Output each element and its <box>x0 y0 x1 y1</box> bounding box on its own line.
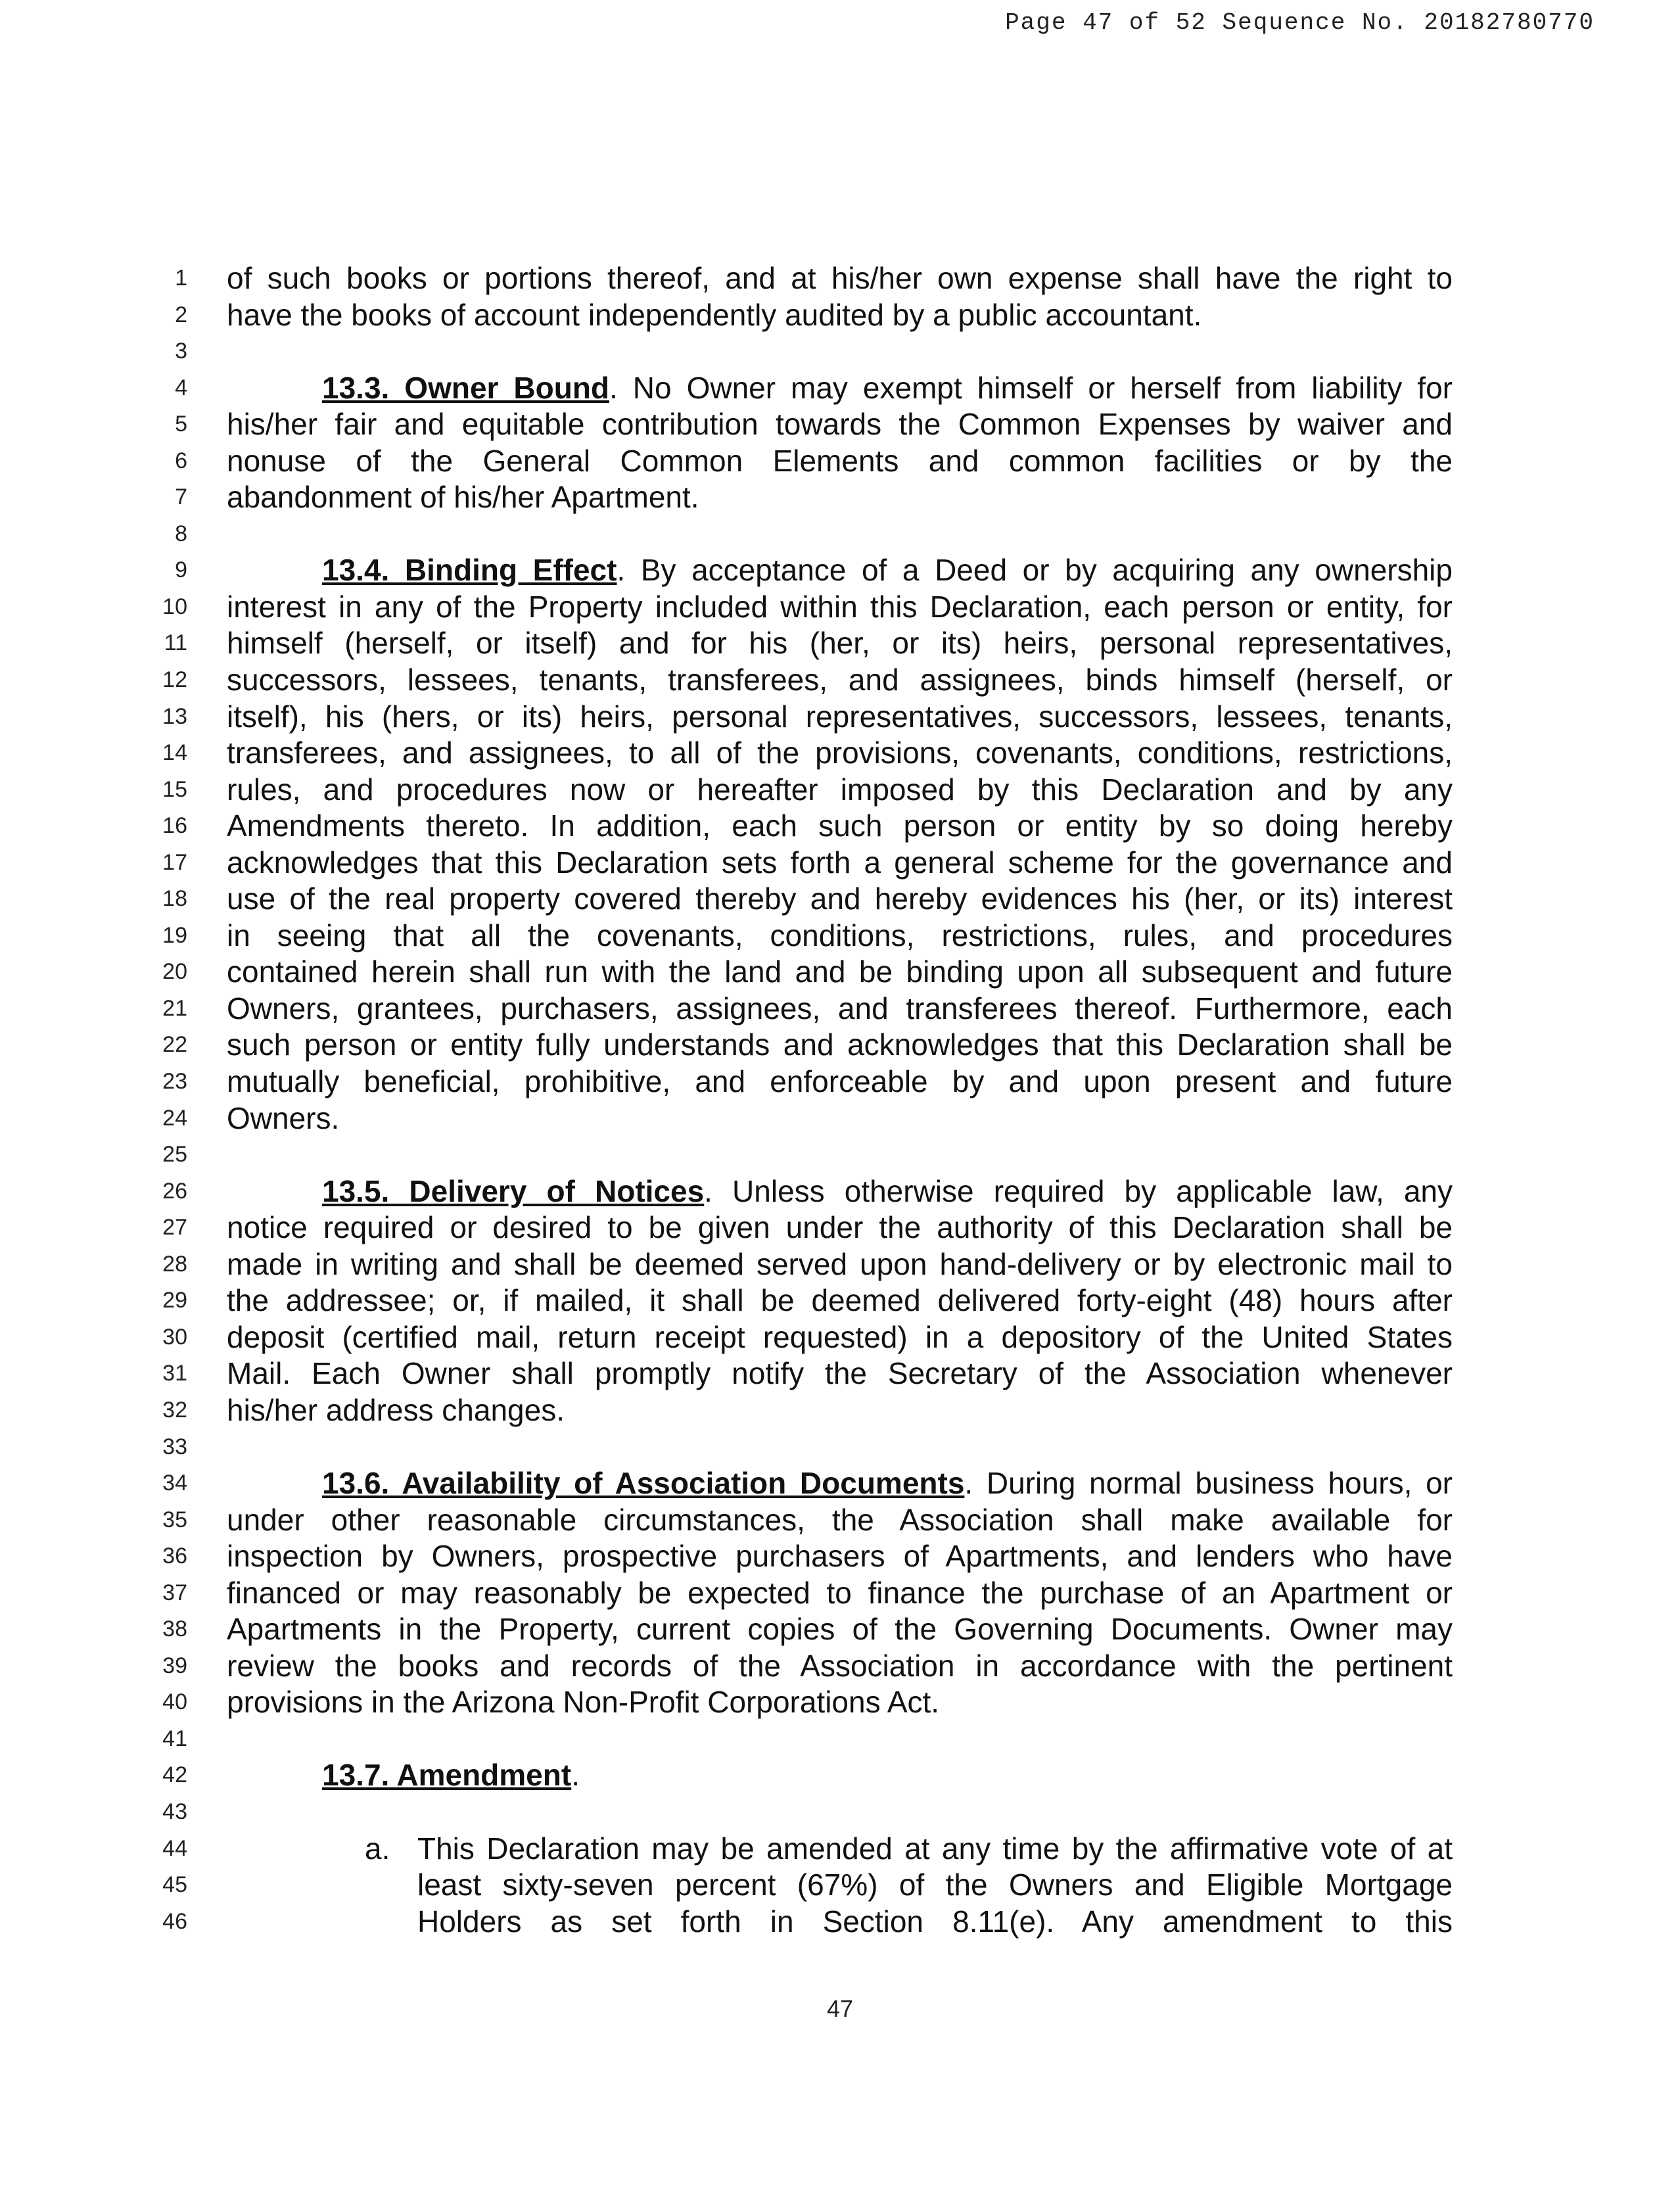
text-line: such person or entity fully understands and acknowledges that this Declaration shall be <box>227 1027 1453 1062</box>
text-line: under other reasonable circumstances, the Association shall make available for <box>227 1502 1453 1537</box>
line-numbers <box>135 260 187 1940</box>
line-number: 28 <box>162 1251 187 1277</box>
text-line: successors, lessees, tenants, transferees, and assignees, binds himself (herself, or <box>227 663 1453 697</box>
text-line: Holders as set forth in Section 8.11(e). Any amendment to this <box>417 1904 1453 1939</box>
line-number: 22 <box>162 1032 187 1058</box>
line-number: 2 <box>175 302 187 327</box>
line-number: 16 <box>162 813 187 839</box>
blank-line <box>227 1429 1453 1466</box>
text-line: Apartments in the Property, current copies of the Governing Documents. Owner may <box>227 1612 1453 1647</box>
line-number: 37 <box>162 1580 187 1605</box>
text-line: Owners. <box>227 1100 340 1135</box>
line-number: 24 <box>162 1105 187 1131</box>
line-number: 4 <box>175 375 187 400</box>
line-number: 39 <box>162 1653 187 1678</box>
line-number: 25 <box>162 1142 187 1167</box>
line-number: 13 <box>162 703 187 729</box>
line-number: 6 <box>175 448 187 473</box>
line-number: 19 <box>162 922 187 948</box>
line-number: 34 <box>162 1471 187 1496</box>
text-line: inspection by Owners, prospective purchasers of Apartments, and lenders who have <box>227 1539 1453 1574</box>
text-line: contained herein shall run with the land and be binding upon all subsequent and future <box>227 954 1453 989</box>
text-line: rules, and procedures now or hereafter imposed by this Declaration and by any <box>227 772 1453 807</box>
line-number: 20 <box>162 959 187 985</box>
line-number: 23 <box>162 1069 187 1095</box>
section-13-6: 13.6. Availability of Association Documents. During normal business hours, or <box>322 1466 1453 1501</box>
line-number: 45 <box>162 1872 187 1898</box>
text-line: of such books or portions thereof, and at his/her own expense shall have the right to <box>227 261 1453 295</box>
text-line: notice required or desired to be given under the authority of this Declaration shall be <box>227 1210 1453 1245</box>
text-line: his/her fair and equitable contribution towards the Common Expenses by waiver and <box>227 407 1453 442</box>
page-header: Page 47 of 52 Sequence No. 20182780770 <box>1005 9 1595 36</box>
text-line: have the books of account independently audited by a public accountant. <box>227 297 1202 332</box>
text-line: Amendments thereto. In addition, each such person or entity by so doing hereby <box>227 809 1453 843</box>
text-line: himself (herself, or itself) and for his (her, or its) heirs, personal representatives, <box>227 626 1453 661</box>
text-line: least sixty-seven percent (67%) of the Owners and Eligible Mortgage <box>417 1868 1453 1902</box>
text-line: use of the real property covered thereby and hereby evidences his (her, or its) interest <box>227 882 1453 916</box>
text-line: itself), his (hers, or its) heirs, personal representatives, successors, lessees, tenants, <box>227 699 1453 734</box>
text-line: transferees, and assignees, to all of the provisions, covenants, conditions, restrictions, <box>227 736 1453 770</box>
section-13-4: 13.4. Binding Effect. By acceptance of a Deed or by acquiring any ownership <box>322 553 1453 588</box>
blank-line <box>227 516 1453 553</box>
line-number: 44 <box>162 1835 187 1861</box>
line-number: 10 <box>162 594 187 619</box>
section-heading: 13.3. Owner Bound <box>322 370 610 405</box>
text-line: Owners, grantees, purchasers, assignees, and transferees thereof. Furthermore, each <box>227 991 1453 1025</box>
section-13-7: 13.7. Amendment. <box>322 1758 580 1793</box>
line-number: 31 <box>162 1361 187 1386</box>
line-number: 9 <box>175 557 187 583</box>
section-13-5: 13.5. Delivery of Notices. Unless otherwise required by applicable law, any <box>322 1173 1453 1208</box>
blank-line <box>227 333 1453 370</box>
section-heading: 13.4. Binding Effect <box>322 553 617 588</box>
line-number: 8 <box>175 521 187 546</box>
text-line: mutually beneficial, prohibitive, and enforceable by and upon present and future <box>227 1064 1453 1099</box>
text-line: in seeing that all the covenants, conditions, restrictions, rules, and procedures <box>227 918 1453 953</box>
line-number: 46 <box>162 1908 187 1934</box>
list-item-a: a. This Declaration may be amended at any time by the affirmative vote of at <box>365 1831 1453 1866</box>
line-number: 7 <box>175 484 187 510</box>
section-heading: 13.7. Amendment <box>322 1758 572 1793</box>
line-number: 27 <box>162 1215 187 1240</box>
page-number: 47 <box>826 1995 854 2022</box>
line-number: 3 <box>175 339 187 364</box>
line-number: 14 <box>162 740 187 766</box>
text-line: interest in any of the Property included within this Declaration, each person or entity, for <box>227 589 1453 624</box>
line-number: 38 <box>162 1616 187 1642</box>
line-number: 36 <box>162 1543 187 1569</box>
section-heading: 13.6. Availability of Association Documents <box>322 1466 965 1501</box>
text-line: financed or may reasonably be expected to finance the purchase of an Apartment or <box>227 1575 1453 1610</box>
text-line: deposit (certified mail, return receipt requested) in a depository of the United States <box>227 1319 1453 1354</box>
blank-line <box>227 1721 1453 1758</box>
blank-line <box>227 1137 1453 1173</box>
line-number: 11 <box>164 630 187 656</box>
line-number: 21 <box>162 995 187 1021</box>
line-number: 40 <box>162 1689 187 1715</box>
section-13-3: 13.3. Owner Bound. No Owner may exempt himself or herself from liability for <box>322 370 1453 405</box>
line-number: 1 <box>175 266 187 291</box>
line-number: 30 <box>162 1324 187 1350</box>
line-number: 41 <box>162 1726 187 1751</box>
line-number: 32 <box>162 1397 187 1423</box>
line-number: 12 <box>162 667 187 693</box>
line-number: 15 <box>162 776 187 802</box>
line-number: 17 <box>162 849 187 875</box>
line-number: 29 <box>162 1288 187 1313</box>
text-line: nonuse of the General Common Elements and common facilities or by the <box>227 443 1453 478</box>
line-number: 43 <box>162 1799 187 1824</box>
text-line: abandonment of his/her Apartment. <box>227 480 699 515</box>
text-line: the addressee; or, if mailed, it shall be deemed delivered forty-eight (48) hours after <box>227 1283 1453 1318</box>
text-line: review the books and records of the Association in accordance with the pertinent <box>227 1648 1453 1683</box>
line-number: 18 <box>162 886 187 912</box>
line-number: 35 <box>162 1507 187 1532</box>
line-number: 33 <box>162 1434 187 1459</box>
blank-line <box>227 1794 1453 1831</box>
text-line: made in writing and shall be deemed served upon hand-delivery or by electronic mail to <box>227 1246 1453 1281</box>
text-line: acknowledges that this Declaration sets forth a general scheme for the governance and <box>227 845 1453 880</box>
section-heading: 13.5. Delivery of Notices <box>322 1173 705 1208</box>
text-line: Mail. Each Owner shall promptly notify the Secretary of the Association whenever <box>227 1356 1453 1391</box>
text-line: provisions in the Arizona Non-Profit Corporations Act. <box>227 1685 940 1720</box>
document-body <box>227 260 1453 1940</box>
line-number: 5 <box>175 412 187 437</box>
line-number: 26 <box>162 1178 187 1204</box>
line-number: 42 <box>162 1762 187 1788</box>
text-line: his/her address changes. <box>227 1392 565 1427</box>
